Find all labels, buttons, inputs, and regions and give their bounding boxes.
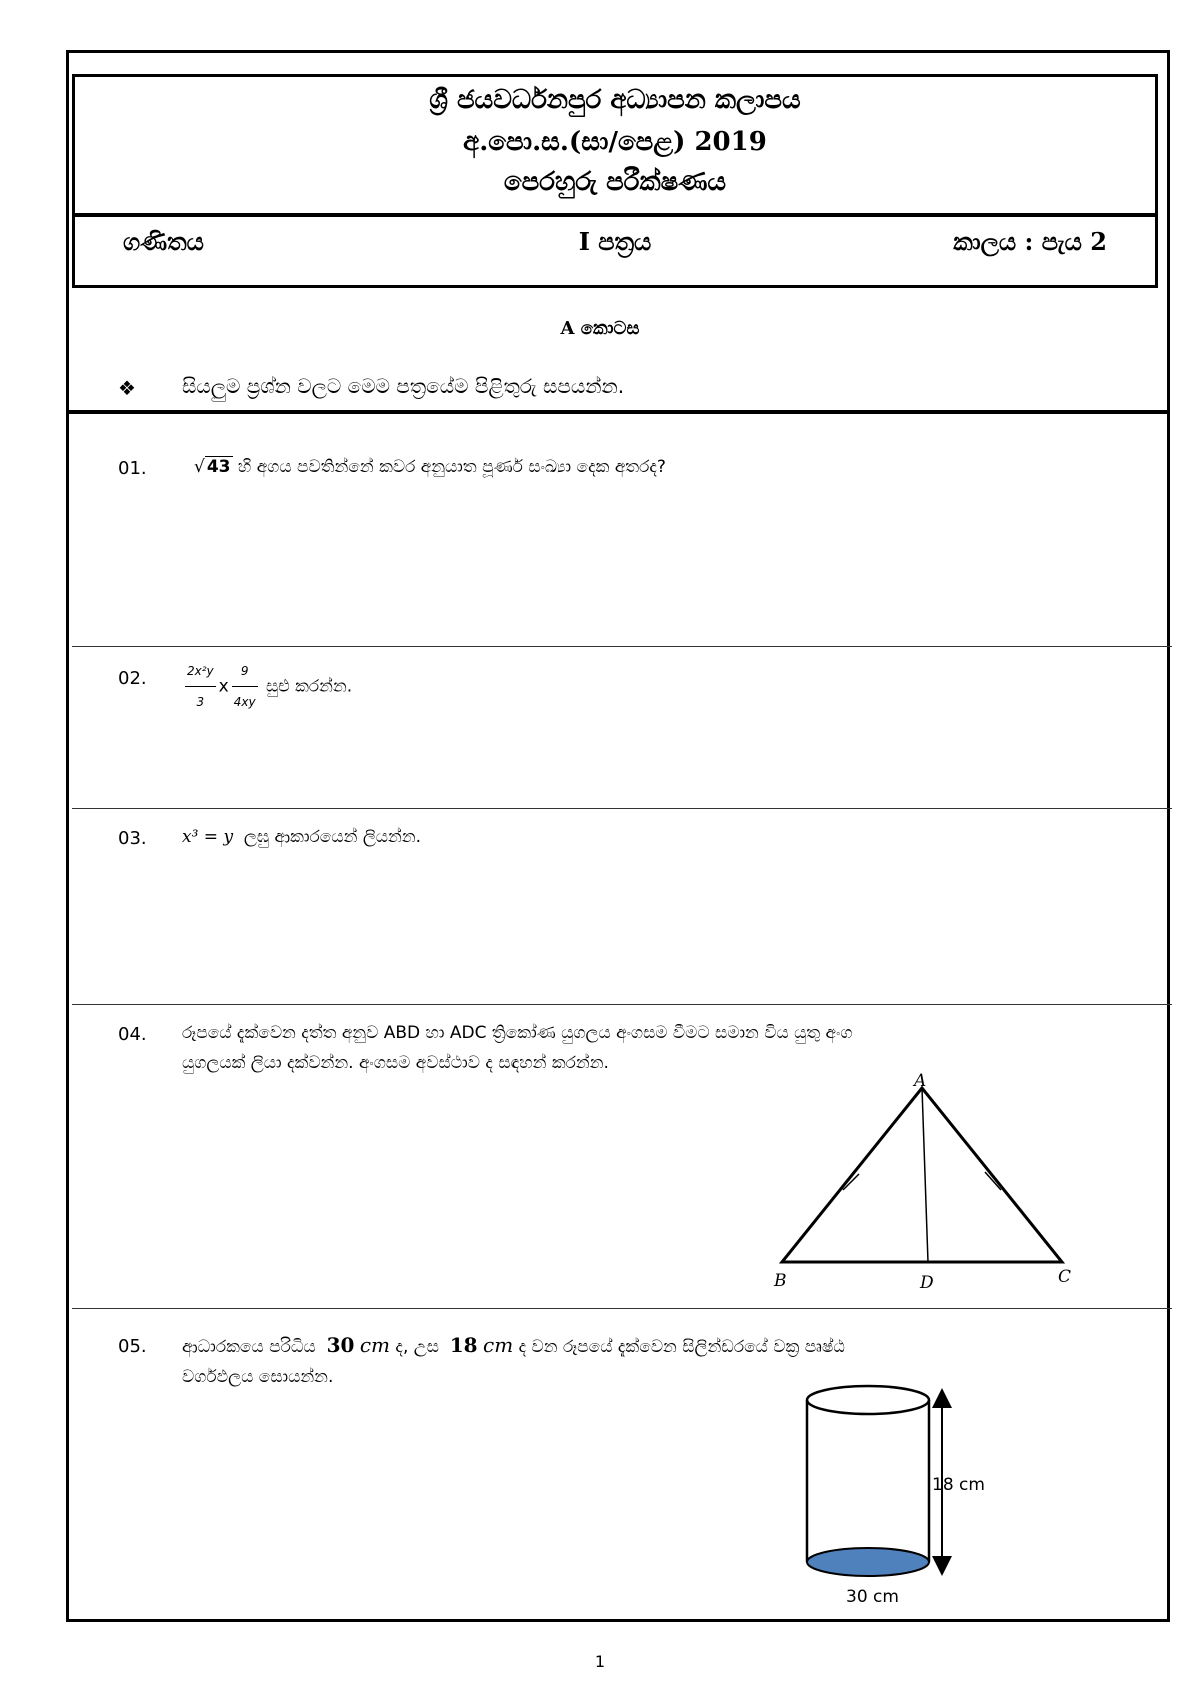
header-zone: ශ්‍රී ජයවර්ධනපුර අධ්‍යාපන කලාපය — [429, 85, 801, 115]
q2-number: 02. — [118, 668, 147, 689]
q1-sqrt-value: 43 — [206, 457, 231, 477]
q2-text — [182, 656, 352, 717]
q5-text-part: ආධාරකයෙ පරිධිය — [182, 1337, 316, 1357]
bullet-icon: ❖ — [118, 376, 136, 400]
instruction-text: සියලුම ප්‍රශ්න වලට මෙම පත්‍රයේම පිළිතුරු සපයන්න. — [182, 374, 625, 398]
instruction-divider — [66, 410, 1170, 414]
header-exam: අ.පො.ස.(සා/පෙළ) 2019 — [463, 127, 767, 157]
median-ad — [922, 1088, 928, 1262]
header-test-type: පෙරහුරු පරීක්ෂණය — [503, 167, 727, 197]
divider — [72, 646, 1172, 647]
q4-text-line2: යුගලයක් ලියා දක්වන්න. අංගසම අවස්ථාව ද සඳහන් කරන්න. — [182, 1053, 609, 1073]
triangle-figure — [760, 1070, 1090, 1300]
divider — [72, 808, 1172, 809]
vertex-label-c: C — [1058, 1267, 1072, 1287]
exam-header — [72, 74, 1158, 288]
vertex-label-d: D — [920, 1273, 934, 1293]
q4-number: 04. — [118, 1024, 147, 1045]
q2-fraction-2: $\frac{9}{4xy}$ — [232, 656, 258, 717]
cylinder-base — [807, 1548, 929, 1576]
height-value: 18 — [449, 1333, 478, 1357]
q5-text-line2: වර්ගඵලය සොයන්න. — [182, 1367, 334, 1387]
subject-label: ගණිතය — [123, 227, 204, 256]
times-sign: x — [218, 676, 229, 697]
q5-number: 05. — [118, 1336, 147, 1357]
page-number: 1 — [594, 1652, 606, 1671]
q3-expression: x³ = y — [182, 827, 234, 847]
q3-number: 03. — [118, 828, 147, 849]
cylinder-figure — [790, 1380, 1010, 1610]
header-divider — [75, 213, 1155, 217]
triangle-abc — [782, 1088, 1062, 1262]
q5-text-part: ද වන රූපයේ දැක්වෙන සිලින්ඩරයේ වක්‍ර පෘෂ්ඨ — [518, 1337, 845, 1357]
vertex-label-b: B — [774, 1271, 787, 1291]
section-title: A කොටස — [560, 318, 640, 339]
divider — [72, 1308, 1172, 1309]
duration-label: කාලය : පැය 2 — [953, 227, 1107, 256]
sqrt-symbol: √ — [194, 457, 205, 477]
height-label: 18 cm — [932, 1475, 985, 1495]
cylinder-top — [807, 1386, 929, 1414]
perimeter-value: 30 — [326, 1333, 355, 1357]
q3-question: ලඝු ආකාරයෙන් ලියන්න. — [243, 827, 422, 847]
divider — [72, 1004, 1172, 1005]
q3-text — [182, 822, 421, 852]
unit: cm — [359, 1333, 390, 1357]
q4-text-line1: රූපයේ දැක්වෙන දත්ත අනුව ABD හා ADC ත්‍රිකෝණ යුගලය අංගසම වීමට සමාන විය යුතු අංග — [182, 1023, 853, 1043]
vertex-label-a: A — [914, 1071, 927, 1091]
q2-question: සුළු කරන්න. — [265, 676, 353, 697]
q5-text-part: ද, උස — [395, 1337, 439, 1357]
q5-text-line1 — [182, 1330, 845, 1362]
unit: cm — [483, 1333, 514, 1357]
base-label: 30 cm — [846, 1587, 899, 1607]
q2-fraction-1: $\frac{\text{2x²y}}{3}$ — [185, 656, 216, 717]
q1-text — [194, 452, 666, 482]
paper-label: I පත්‍රය — [578, 227, 652, 256]
q1-number: 01. — [118, 458, 147, 479]
q1-question: හි අගය පවතින්නේ කවර අනුයාත පූර්ණ සංඛ්‍යා දෙක අතරද? — [237, 457, 666, 477]
